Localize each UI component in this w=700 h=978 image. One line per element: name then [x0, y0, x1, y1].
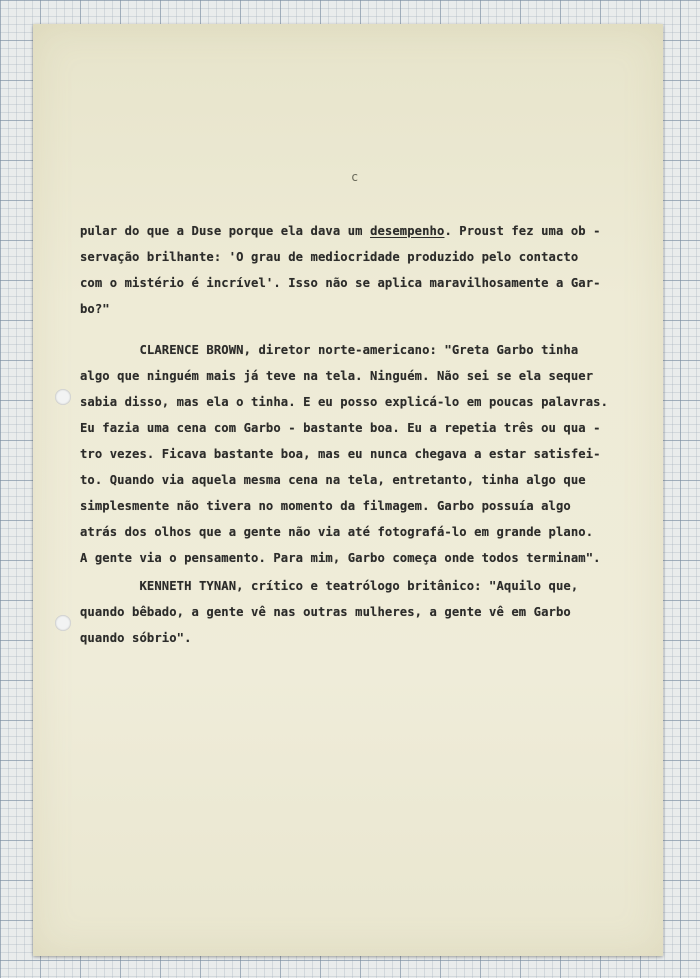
text-line: sabia disso, mas ela o tinha. E eu posso explicá-lo em poucas palavras. — [80, 395, 609, 409]
underlined-word: desempenho — [370, 224, 445, 238]
text-line: Eu fazia uma cena com Garbo - bastante boa. Eu a repetia três ou qua - — [80, 421, 601, 435]
text-line: CLARENCE BROWN, diretor norte-americano: "Greta Garbo tinha — [80, 343, 579, 357]
text-line: tro vezes. Ficava bastante boa, mas eu nunca chegava a estar satisfei- — [80, 447, 601, 461]
text-line: pular do que a Duse porque ela dava um desempenho. Proust fez uma ob - — [80, 224, 601, 238]
text-line: servação brilhante: 'O grau de mediocridade produzido pelo contacto — [80, 250, 579, 264]
text-line: bo?" — [80, 302, 110, 316]
text-line: quando sóbrio". — [80, 631, 192, 645]
text-line: A gente via o pensamento. Para mim, Garbo começa onde todos terminam". — [80, 551, 601, 565]
text-line: algo que ninguém mais já teve na tela. Ninguém. Não sei se ela sequer — [80, 369, 594, 383]
text-line: KENNETH TYNAN, crítico e teatrólogo britânico: "Aquilo que, — [80, 579, 579, 593]
punch-hole-icon — [55, 615, 71, 631]
paragraph-kenneth-tynan — [80, 573, 640, 651]
text-line: atrás dos olhos que a gente não via até fotografá-lo em grande plano. — [80, 525, 594, 539]
text-line: quando bêbado, a gente vê nas outras mulheres, a gente vê em Garbo — [80, 605, 571, 619]
page-mark: c — [351, 170, 359, 184]
text-line: to. Quando via aquela mesma cena na tela, entretanto, tinha algo que — [80, 473, 586, 487]
paragraph-continuation — [80, 218, 640, 322]
text-line: com o mistério é incrível'. Isso não se aplica maravilhosamente a Gar- — [80, 276, 601, 290]
paragraph-clarence-brown — [80, 337, 640, 571]
text-line: simplesmente não tivera no momento da filmagem. Garbo possuía algo — [80, 499, 571, 513]
punch-hole-icon — [55, 389, 71, 405]
